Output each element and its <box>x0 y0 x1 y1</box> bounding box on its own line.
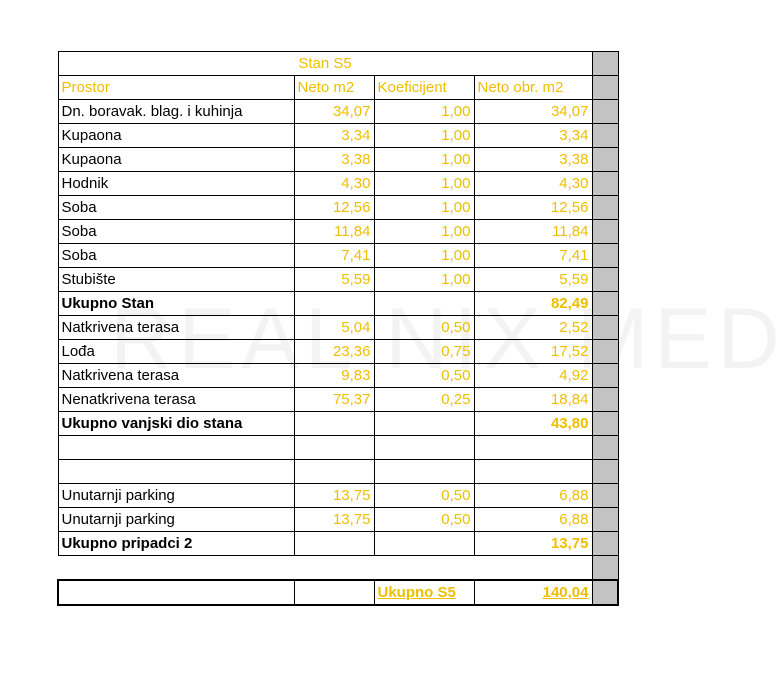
table-row <box>58 484 618 508</box>
cell-prostor: Ukupno Stan <box>58 292 294 316</box>
spacer-row <box>58 556 618 581</box>
cell-neto-obr: 17,52 <box>474 340 592 364</box>
side-cell <box>592 220 618 244</box>
table-row <box>58 100 618 124</box>
area-table <box>57 51 619 606</box>
cell-prostor: Natkrivena terasa <box>58 316 294 340</box>
cell-koeficijent: 1,00 <box>374 196 474 220</box>
cell-prostor: Kupaona <box>58 124 294 148</box>
cell-neto-obr: 3,38 <box>474 148 592 172</box>
total-row <box>58 412 618 436</box>
cell-neto: 23,36 <box>294 340 374 364</box>
cell-neto: 75,37 <box>294 388 374 412</box>
cell-neto-obr: 18,84 <box>474 388 592 412</box>
table-row <box>58 436 618 460</box>
cell-koeficijent <box>374 460 474 484</box>
side-cell <box>592 316 618 340</box>
title-row <box>58 52 618 76</box>
side-cell <box>592 76 618 100</box>
side-cell <box>592 508 618 532</box>
cell-neto: 7,41 <box>294 244 374 268</box>
table-row <box>58 388 618 412</box>
spacer-cell <box>58 556 592 581</box>
table-row <box>58 508 618 532</box>
table-row <box>58 148 618 172</box>
empty-cell <box>58 580 294 605</box>
table-row <box>58 316 618 340</box>
cell-prostor: Hodnik <box>58 172 294 196</box>
side-cell <box>592 52 618 76</box>
cell-neto-obr: 13,75 <box>474 532 592 556</box>
side-cell <box>592 484 618 508</box>
side-cell <box>592 412 618 436</box>
cell-neto-obr: 6,88 <box>474 484 592 508</box>
table-row <box>58 460 618 484</box>
grand-total-row <box>58 580 618 605</box>
total-row <box>58 532 618 556</box>
grand-total-value: 140,04 <box>474 580 592 605</box>
table-row <box>58 244 618 268</box>
cell-prostor: Stubište <box>58 268 294 292</box>
cell-koeficijent: 0,50 <box>374 484 474 508</box>
cell-neto: 3,38 <box>294 148 374 172</box>
side-cell <box>592 556 618 581</box>
header-row <box>58 76 618 100</box>
side-cell <box>592 532 618 556</box>
side-cell <box>592 268 618 292</box>
table-row <box>58 196 618 220</box>
cell-koeficijent: 0,75 <box>374 340 474 364</box>
cell-neto: 13,75 <box>294 484 374 508</box>
empty-cell <box>294 580 374 605</box>
cell-neto-obr: 12,56 <box>474 196 592 220</box>
cell-koeficijent: 0,50 <box>374 364 474 388</box>
table-row <box>58 340 618 364</box>
cell-koeficijent: 1,00 <box>374 148 474 172</box>
table-row <box>58 124 618 148</box>
side-cell <box>592 436 618 460</box>
cell-koeficijent <box>374 436 474 460</box>
side-cell <box>592 580 618 605</box>
cell-neto: 12,56 <box>294 196 374 220</box>
cell-prostor: Unutarnji parking <box>58 508 294 532</box>
cell-neto-obr: 7,41 <box>474 244 592 268</box>
cell-neto: 9,83 <box>294 364 374 388</box>
table-title: Stan S5 <box>58 52 592 76</box>
cell-koeficijent: 1,00 <box>374 268 474 292</box>
cell-koeficijent: 1,00 <box>374 100 474 124</box>
side-cell <box>592 148 618 172</box>
cell-prostor <box>58 460 294 484</box>
table-row <box>58 364 618 388</box>
cell-neto-obr: 6,88 <box>474 508 592 532</box>
cell-prostor: Soba <box>58 244 294 268</box>
cell-prostor: Soba <box>58 220 294 244</box>
cell-neto-obr <box>474 460 592 484</box>
side-cell <box>592 244 618 268</box>
cell-neto-obr: 2,52 <box>474 316 592 340</box>
grand-total-label: Ukupno S5 <box>374 580 474 605</box>
cell-koeficijent <box>374 412 474 436</box>
cell-koeficijent: 1,00 <box>374 124 474 148</box>
total-row <box>58 292 618 316</box>
side-cell <box>592 100 618 124</box>
cell-prostor: Ukupno pripadci 2 <box>58 532 294 556</box>
cell-koeficijent: 1,00 <box>374 220 474 244</box>
cell-prostor: Dn. boravak. blag. i kuhinja <box>58 100 294 124</box>
header-koeficijent: Koeficijent <box>374 76 474 100</box>
cell-neto: 5,04 <box>294 316 374 340</box>
cell-neto-obr: 11,84 <box>474 220 592 244</box>
cell-neto-obr: 4,92 <box>474 364 592 388</box>
cell-koeficijent: 0,50 <box>374 508 474 532</box>
cell-prostor: Unutarnji parking <box>58 484 294 508</box>
cell-prostor: Soba <box>58 196 294 220</box>
cell-neto: 34,07 <box>294 100 374 124</box>
header-prostor: Prostor <box>58 76 294 100</box>
cell-neto: 3,34 <box>294 124 374 148</box>
side-cell <box>592 172 618 196</box>
side-cell <box>592 124 618 148</box>
side-cell <box>592 340 618 364</box>
cell-neto <box>294 412 374 436</box>
cell-prostor: Kupaona <box>58 148 294 172</box>
cell-prostor: Nenatkrivena terasa <box>58 388 294 412</box>
cell-koeficijent: 0,50 <box>374 316 474 340</box>
table-row <box>58 220 618 244</box>
cell-prostor <box>58 436 294 460</box>
cell-neto-obr: 3,34 <box>474 124 592 148</box>
cell-neto-obr <box>474 436 592 460</box>
cell-neto <box>294 460 374 484</box>
side-cell <box>592 364 618 388</box>
cell-prostor: Natkrivena terasa <box>58 364 294 388</box>
cell-neto: 5,59 <box>294 268 374 292</box>
cell-neto <box>294 436 374 460</box>
side-cell <box>592 460 618 484</box>
cell-neto-obr: 4,30 <box>474 172 592 196</box>
cell-neto-obr: 34,07 <box>474 100 592 124</box>
side-cell <box>592 292 618 316</box>
side-cell <box>592 388 618 412</box>
side-cell <box>592 196 618 220</box>
cell-neto: 4,30 <box>294 172 374 196</box>
cell-koeficijent <box>374 532 474 556</box>
cell-neto: 11,84 <box>294 220 374 244</box>
header-neto: Neto m2 <box>294 76 374 100</box>
cell-koeficijent: 1,00 <box>374 172 474 196</box>
table-row <box>58 172 618 196</box>
cell-neto: 13,75 <box>294 508 374 532</box>
table-row <box>58 268 618 292</box>
header-neto-obr: Neto obr. m2 <box>474 76 592 100</box>
cell-neto <box>294 532 374 556</box>
cell-neto <box>294 292 374 316</box>
cell-neto-obr: 82,49 <box>474 292 592 316</box>
cell-prostor: Lođa <box>58 340 294 364</box>
cell-prostor: Ukupno vanjski dio stana <box>58 412 294 436</box>
cell-koeficijent: 0,25 <box>374 388 474 412</box>
cell-neto-obr: 43,80 <box>474 412 592 436</box>
cell-koeficijent <box>374 292 474 316</box>
cell-neto-obr: 5,59 <box>474 268 592 292</box>
cell-koeficijent: 1,00 <box>374 244 474 268</box>
